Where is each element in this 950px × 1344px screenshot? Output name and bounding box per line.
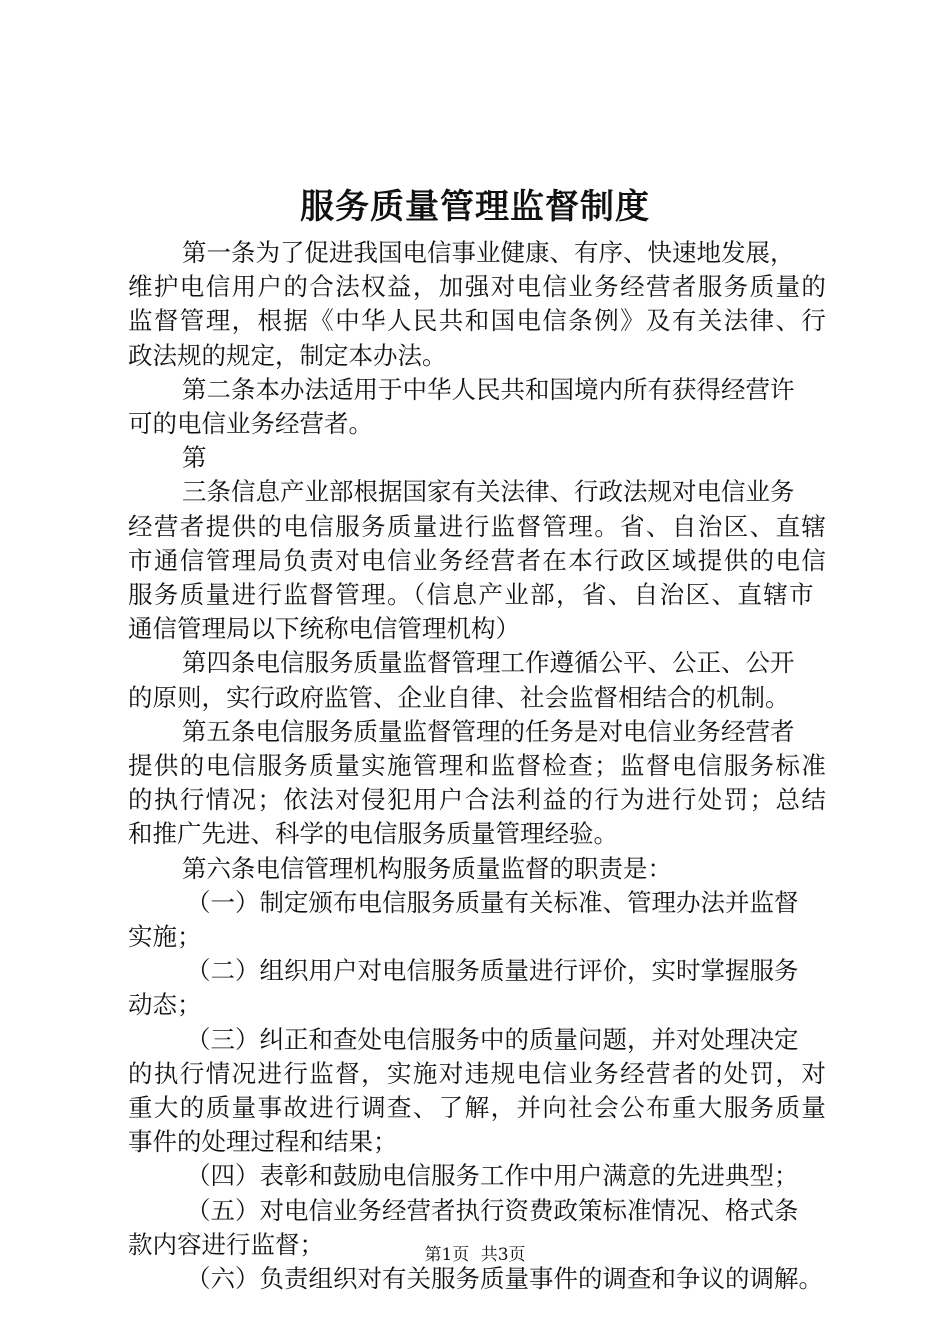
article-1-line-1: 第一条为了促进我国电信事业健康、有序、快速地发展，: [182, 238, 795, 267]
page-total: 共3页: [480, 1245, 526, 1265]
article-5-line-3: 的执行情况；依法对侵犯用户合法利益的行为进行处罚；总结: [128, 785, 828, 815]
duty-3-line-3: 重大的质量事故进行调查、了解，并向社会公布重大服务质量: [128, 1093, 828, 1123]
article-3-line-5: 服务质量进行监督管理。（信息产业部，省、自治区、直辖市: [128, 580, 816, 610]
article-5-line-4: 和推广先进、科学的电信服务质量管理经验。: [128, 819, 618, 849]
article-1-line-3: 监督管理，根据《中华人民共和国电信条例》及有关法律、行: [128, 306, 828, 336]
article-1-line-4: 政法规的规定，制定本办法。: [128, 340, 447, 370]
article-6-line-1: 第六条电信管理机构服务质量监督的职责是：: [182, 853, 672, 883]
duty-3-line-4: 事件的处理过程和结果；: [128, 1127, 398, 1157]
article-3-line-1: 第: [182, 443, 207, 473]
article-5-line-2: 提供的电信服务质量实施管理和监督检查；监督电信服务标准: [128, 751, 828, 781]
document-body: [128, 236, 832, 1296]
article-4-line-1: 第四条电信服务质量监督管理工作遵循公平、公正、公开: [182, 648, 795, 678]
article-3-line-6: 通信管理局以下统称电信管理机构）: [128, 614, 520, 644]
page-footer: [0, 1243, 950, 1267]
page-number: 第1页: [424, 1245, 470, 1265]
article-3-line-3: 经营者提供的电信服务质量进行监督管理。省、自治区、直辖: [128, 511, 828, 541]
article-5-line-1: 第五条电信服务质量监督管理的任务是对电信业务经营者: [182, 716, 795, 746]
duty-1-line-2: 实施；: [128, 922, 202, 952]
article-2-line-1: 第二条本办法适用于中华人民共和国境内所有获得经营许: [182, 374, 795, 404]
article-3-line-4: 市通信管理局负责对电信业务经营者在本行政区域提供的电信: [128, 545, 828, 575]
duty-5-line-2: 款内容进行监督；: [128, 1229, 324, 1259]
duty-3-line-1: （三）纠正和查处电信服务中的质量问题，并对处理决定: [186, 1024, 799, 1054]
duty-2-line-2: 动态；: [128, 990, 202, 1020]
duty-2-line-1: （二）组织用户对电信服务质量进行评价，实时掌握服务: [186, 956, 799, 986]
article-3-line-2: 三条信息产业部根据国家有关法律、行政法规对电信业务: [182, 477, 795, 507]
duty-5-line-1: （五）对电信业务经营者执行资费政策标准情况、格式条: [186, 1195, 799, 1225]
article-1-line-2: 维护电信用户的合法权益，加强对电信业务经营者服务质量的: [128, 272, 828, 302]
duty-6-line-1: （六）负责组织对有关服务质量事件的调查和争议的调解。: [186, 1264, 823, 1294]
duty-1-line-1: （一）制定颁布电信服务质量有关标准、管理办法并监督: [186, 887, 799, 917]
duty-3-line-2: 的执行情况进行监督，实施对违规电信业务经营者的处罚，对: [128, 1058, 828, 1088]
document-title: 服务质量管理监督制度: [300, 187, 650, 227]
duty-4-line-1: （四）表彰和鼓励电信服务工作中用户满意的先进典型；: [186, 1161, 799, 1191]
article-4-line-2: 的原则，实行政府监管、企业自律、社会监督相结合的机制。: [128, 682, 790, 712]
article-2-line-2: 可的电信业务经营者。: [128, 409, 373, 439]
